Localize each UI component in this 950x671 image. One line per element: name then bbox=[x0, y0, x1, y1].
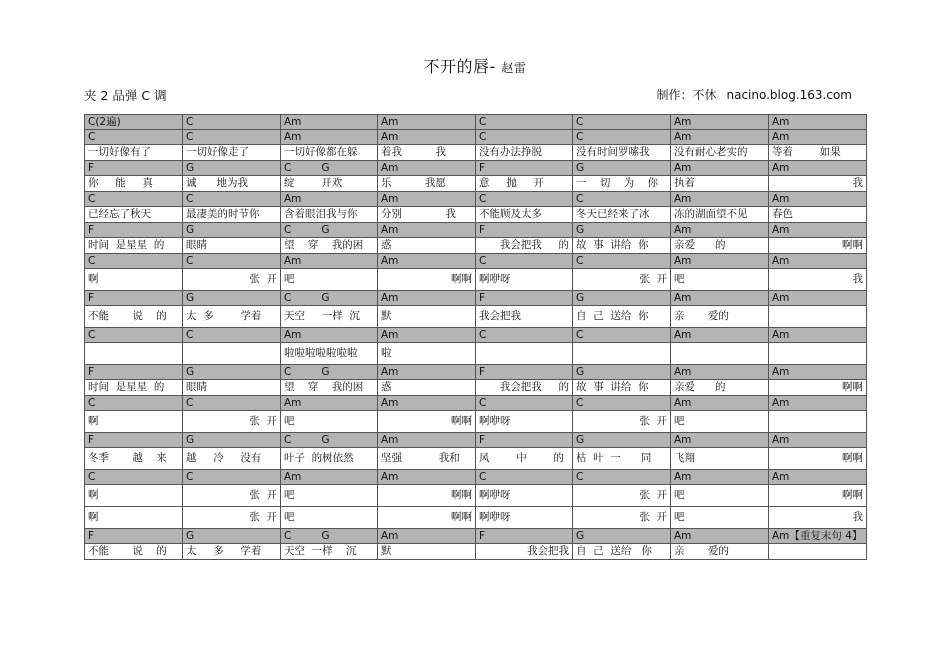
chord-cell: G bbox=[573, 433, 671, 448]
chord-cell: Am bbox=[281, 130, 378, 145]
lyric-cell: 眼睛 bbox=[183, 380, 281, 396]
lyric-cell: 望 穿 我的困 bbox=[281, 380, 378, 396]
lyric-cell: 吧 bbox=[281, 269, 378, 291]
lyric-cell: 没有耐心老实的 bbox=[671, 145, 769, 161]
chord-row bbox=[85, 192, 867, 207]
chord-cell: Am bbox=[769, 254, 867, 269]
lyric-cell: 张 开 bbox=[183, 411, 281, 433]
lyric-cell bbox=[183, 343, 281, 365]
chord-row bbox=[85, 396, 867, 411]
chord-cell: Am bbox=[769, 470, 867, 485]
lyric-cell bbox=[573, 343, 671, 365]
chord-cell: Am bbox=[378, 529, 476, 544]
lyric-cell: 着我 我 bbox=[378, 145, 476, 161]
lyric-cell: 已经忘了秋天 bbox=[85, 207, 183, 223]
lyric-cell: 不能 说 的 bbox=[85, 544, 183, 560]
lyric-cell: 眼睛 bbox=[183, 238, 281, 254]
chord-cell: Am bbox=[378, 396, 476, 411]
lyric-cell: 最凄美的时节你 bbox=[183, 207, 281, 223]
chord-row bbox=[85, 115, 867, 130]
lyric-cell: 天空 一样 沉 bbox=[281, 544, 378, 560]
lyric-cell: 啊啊 bbox=[769, 485, 867, 507]
chord-cell: C bbox=[85, 328, 183, 343]
lyric-cell: 亲 爱的 bbox=[671, 544, 769, 560]
chord-cell: Am bbox=[281, 192, 378, 207]
lyric-cell: 张 开 bbox=[573, 411, 671, 433]
lyric-cell: 春色 bbox=[769, 207, 867, 223]
lyric-cell: 你 能 真 bbox=[85, 176, 183, 192]
lyric-cell bbox=[476, 343, 573, 365]
chord-row bbox=[85, 365, 867, 380]
lyric-row bbox=[85, 176, 867, 192]
chord-cell: Am bbox=[378, 115, 476, 130]
chord-cell: Am bbox=[671, 161, 769, 176]
song-title bbox=[0, 54, 950, 77]
lyric-cell: 默 bbox=[378, 544, 476, 560]
chord-row bbox=[85, 254, 867, 269]
chord-cell: Am bbox=[281, 328, 378, 343]
chord-cell: C bbox=[85, 254, 183, 269]
lyric-cell: 自 己 送给 你 bbox=[573, 306, 671, 328]
chord-cell: F bbox=[476, 529, 573, 544]
lyric-cell bbox=[769, 306, 867, 328]
lyric-cell: 冻的湖面望不见 bbox=[671, 207, 769, 223]
lyric-cell: 诚 地为我 bbox=[183, 176, 281, 192]
chord-cell: Am bbox=[281, 115, 378, 130]
lyric-cell: 吧 bbox=[671, 411, 769, 433]
chord-cell: C bbox=[476, 470, 573, 485]
chord-cell: Am bbox=[378, 291, 476, 306]
chord-cell: C G bbox=[281, 223, 378, 238]
chord-cell: Am bbox=[378, 192, 476, 207]
chord-cell: Am bbox=[769, 365, 867, 380]
chord-row bbox=[85, 433, 867, 448]
chord-cell: C bbox=[85, 192, 183, 207]
chord-cell: C bbox=[85, 470, 183, 485]
chord-cell: Am bbox=[769, 328, 867, 343]
capo-key-info: 夹 2 品弹 C 调 bbox=[84, 88, 167, 103]
lyric-row bbox=[85, 145, 867, 161]
chord-cell: F bbox=[476, 161, 573, 176]
lyric-cell: 故 事 讲给 你 bbox=[573, 238, 671, 254]
chord-cell: C bbox=[573, 328, 671, 343]
chord-cell: C bbox=[573, 470, 671, 485]
chord-cell: C bbox=[476, 130, 573, 145]
chord-cell: C G bbox=[281, 161, 378, 176]
chord-cell: C bbox=[573, 396, 671, 411]
chord-cell: C G bbox=[281, 433, 378, 448]
chord-cell: G bbox=[183, 433, 281, 448]
chord-cell: C bbox=[183, 115, 281, 130]
lyric-cell: 乐 我愿 bbox=[378, 176, 476, 192]
chord-cell: F bbox=[85, 433, 183, 448]
chord-cell: G bbox=[573, 291, 671, 306]
chord-cell: Am bbox=[671, 433, 769, 448]
chord-cell: C G bbox=[281, 291, 378, 306]
chord-cell: Am bbox=[281, 470, 378, 485]
lyric-cell: 吧 bbox=[671, 507, 769, 529]
chord-cell: Am bbox=[769, 115, 867, 130]
chord-cell: C bbox=[476, 115, 573, 130]
lyric-row bbox=[85, 306, 867, 328]
chord-cell: C(2遍) bbox=[85, 115, 183, 130]
lyric-row bbox=[85, 448, 867, 470]
lyric-cell: 等着 如果 bbox=[769, 145, 867, 161]
lyric-cell: 张 开 bbox=[573, 507, 671, 529]
chord-cell: C G bbox=[281, 365, 378, 380]
chord-cell: F bbox=[85, 365, 183, 380]
lyric-row bbox=[85, 544, 867, 560]
chord-cell: C bbox=[183, 470, 281, 485]
lyric-cell: 张 开 bbox=[573, 485, 671, 507]
chord-sheet-body bbox=[85, 115, 867, 560]
song-name: 不开的唇- bbox=[423, 57, 496, 76]
lyric-row bbox=[85, 485, 867, 507]
lyric-cell: 枯 叶 一 同 bbox=[573, 448, 671, 470]
chord-cell: F bbox=[476, 291, 573, 306]
chord-cell: Am bbox=[671, 254, 769, 269]
chord-cell: Am bbox=[769, 291, 867, 306]
chord-cell: C bbox=[476, 328, 573, 343]
chord-sheet-table bbox=[84, 114, 867, 560]
lyric-cell: 亲 爱的 bbox=[671, 306, 769, 328]
lyric-cell: 望 穿 我的困 bbox=[281, 238, 378, 254]
chord-cell: C bbox=[573, 115, 671, 130]
lyric-cell: 吧 bbox=[671, 269, 769, 291]
chord-cell: C bbox=[85, 396, 183, 411]
lyric-cell: 啊啊 bbox=[769, 380, 867, 396]
chord-cell: Am bbox=[378, 130, 476, 145]
lyric-cell: 我 bbox=[769, 269, 867, 291]
lyric-row bbox=[85, 380, 867, 396]
chord-cell: C bbox=[476, 396, 573, 411]
lyric-cell: 分别 我 bbox=[378, 207, 476, 223]
chord-cell: Am bbox=[378, 470, 476, 485]
lyric-row bbox=[85, 269, 867, 291]
lyric-cell: 吧 bbox=[671, 485, 769, 507]
lyric-cell: 故 事 讲给 你 bbox=[573, 380, 671, 396]
chord-cell: C bbox=[573, 130, 671, 145]
lyric-cell: 张 开 bbox=[183, 507, 281, 529]
chord-cell: Am bbox=[378, 161, 476, 176]
lyric-row bbox=[85, 343, 867, 365]
chord-cell: C bbox=[183, 328, 281, 343]
lyric-cell: 惑 bbox=[378, 380, 476, 396]
lyric-cell: 亲爱 的 bbox=[671, 238, 769, 254]
chord-cell: C bbox=[573, 254, 671, 269]
chord-cell: C bbox=[476, 254, 573, 269]
lyric-cell: 啊咿呀 bbox=[476, 507, 573, 529]
lyric-cell: 我会把我 bbox=[476, 544, 573, 560]
lyric-cell: 惑 bbox=[378, 238, 476, 254]
lyric-cell: 啊啊 bbox=[378, 507, 476, 529]
chord-cell: F bbox=[85, 291, 183, 306]
chord-row bbox=[85, 130, 867, 145]
chord-cell: Am bbox=[671, 192, 769, 207]
lyric-row bbox=[85, 238, 867, 254]
chord-cell: Am bbox=[378, 433, 476, 448]
chord-cell: F bbox=[85, 223, 183, 238]
blog-link[interactable]: nacino.blog.163.com bbox=[726, 88, 852, 102]
lyric-cell: 啊啊 bbox=[378, 485, 476, 507]
chord-cell: Am bbox=[769, 396, 867, 411]
chord-cell: Am bbox=[671, 529, 769, 544]
chord-cell: F bbox=[85, 161, 183, 176]
lyric-cell: 叶子 的树依然 bbox=[281, 448, 378, 470]
chord-cell: C G bbox=[281, 529, 378, 544]
chord-cell: Am bbox=[671, 328, 769, 343]
lyric-cell: 啦啦啦啦啦啦啦 bbox=[281, 343, 378, 365]
lyric-cell: 没有时间罗嗦我 bbox=[573, 145, 671, 161]
lyric-cell: 啊咿呀 bbox=[476, 269, 573, 291]
chord-cell: C bbox=[476, 192, 573, 207]
chord-cell: G bbox=[573, 529, 671, 544]
lyric-cell: 自 己 送给 你 bbox=[573, 544, 671, 560]
chord-row bbox=[85, 223, 867, 238]
lyric-cell: 一切好像都在躲 bbox=[281, 145, 378, 161]
chord-cell: Am bbox=[671, 365, 769, 380]
lyric-cell: 啊 bbox=[85, 485, 183, 507]
chord-cell: C bbox=[573, 192, 671, 207]
lyric-cell: 太 多 学着 bbox=[183, 306, 281, 328]
lyric-row bbox=[85, 507, 867, 529]
lyric-cell: 冬季 越 来 bbox=[85, 448, 183, 470]
chord-cell: Am bbox=[281, 254, 378, 269]
lyric-row bbox=[85, 207, 867, 223]
lyric-cell: 我会把我 的 bbox=[476, 380, 573, 396]
chord-cell: Am bbox=[671, 470, 769, 485]
lyric-cell: 时间 是星星 的 bbox=[85, 380, 183, 396]
chord-cell: Am bbox=[769, 223, 867, 238]
chord-row bbox=[85, 529, 867, 544]
lyric-cell bbox=[769, 411, 867, 433]
chord-cell: G bbox=[183, 291, 281, 306]
lyric-cell: 绽 开欢 bbox=[281, 176, 378, 192]
chord-cell: G bbox=[573, 161, 671, 176]
chord-cell: Am bbox=[769, 433, 867, 448]
lyric-cell: 吧 bbox=[281, 507, 378, 529]
lyric-cell bbox=[769, 544, 867, 560]
chord-cell: Am bbox=[671, 115, 769, 130]
lyric-cell: 坚强 我和 bbox=[378, 448, 476, 470]
chord-cell: G bbox=[183, 365, 281, 380]
lyric-cell: 啊 bbox=[85, 269, 183, 291]
chord-cell: F bbox=[476, 433, 573, 448]
chord-cell: Am bbox=[671, 291, 769, 306]
lyric-cell: 含着眼泪我与你 bbox=[281, 207, 378, 223]
lyric-cell: 没有办法挣脱 bbox=[476, 145, 573, 161]
lyric-cell: 吧 bbox=[281, 485, 378, 507]
lyric-cell: 越 冷 没有 bbox=[183, 448, 281, 470]
lyric-cell: 一 切 为 你 bbox=[573, 176, 671, 192]
chord-cell: G bbox=[183, 223, 281, 238]
chord-row bbox=[85, 161, 867, 176]
chord-cell: C bbox=[183, 192, 281, 207]
chord-cell: G bbox=[573, 223, 671, 238]
lyric-cell: 执着 bbox=[671, 176, 769, 192]
lyric-cell: 风 中 的 bbox=[476, 448, 573, 470]
lyric-cell: 飞翔 bbox=[671, 448, 769, 470]
lyric-cell: 我 bbox=[769, 176, 867, 192]
chord-row bbox=[85, 328, 867, 343]
chord-cell: C bbox=[183, 254, 281, 269]
author-credit: 制作：不休 bbox=[656, 88, 717, 102]
lyric-cell: 张 开 bbox=[183, 269, 281, 291]
chord-cell: C bbox=[85, 130, 183, 145]
chord-cell: Am bbox=[671, 396, 769, 411]
chord-cell: G bbox=[573, 365, 671, 380]
lyric-cell bbox=[671, 343, 769, 365]
chord-row bbox=[85, 291, 867, 306]
lyric-cell: 亲爱 的 bbox=[671, 380, 769, 396]
lyric-cell bbox=[85, 343, 183, 365]
lyric-cell: 我会把我 bbox=[476, 306, 573, 328]
lyric-cell: 张 开 bbox=[183, 485, 281, 507]
chord-cell: F bbox=[476, 223, 573, 238]
lyric-cell: 不能顾及太多 bbox=[476, 207, 573, 223]
lyric-cell: 天空 一样 沉 bbox=[281, 306, 378, 328]
lyric-cell: 啦 bbox=[378, 343, 476, 365]
lyric-cell: 吧 bbox=[281, 411, 378, 433]
lyric-cell: 啊咿呀 bbox=[476, 485, 573, 507]
lyric-cell: 啊咿呀 bbox=[476, 411, 573, 433]
chord-cell: Am bbox=[281, 396, 378, 411]
chord-cell: C bbox=[183, 396, 281, 411]
chord-cell: F bbox=[85, 529, 183, 544]
lyric-cell: 啊 bbox=[85, 411, 183, 433]
lyric-cell: 一切好像走了 bbox=[183, 145, 281, 161]
chord-cell: Am bbox=[378, 365, 476, 380]
lyric-cell: 意 抛 开 bbox=[476, 176, 573, 192]
lyric-cell: 我会把我 的 bbox=[476, 238, 573, 254]
chord-cell: F bbox=[476, 365, 573, 380]
lyric-cell: 啊 bbox=[85, 507, 183, 529]
lyric-cell: 时间 是星星 的 bbox=[85, 238, 183, 254]
chord-cell: Am bbox=[378, 223, 476, 238]
chord-cell: Am【重复末句 4】 bbox=[769, 529, 867, 544]
lyric-cell: 我 bbox=[769, 507, 867, 529]
lyric-cell: 张 开 bbox=[573, 269, 671, 291]
lyric-cell: 一切好像有了 bbox=[85, 145, 183, 161]
chord-cell: C bbox=[183, 130, 281, 145]
lyric-cell: 太 多 学着 bbox=[183, 544, 281, 560]
lyric-cell: 冬天已经来了冰 bbox=[573, 207, 671, 223]
chord-cell: Am bbox=[769, 161, 867, 176]
lyric-cell bbox=[769, 343, 867, 365]
chord-cell: Am bbox=[769, 192, 867, 207]
chord-cell: G bbox=[183, 529, 281, 544]
lyric-cell: 啊啊 bbox=[769, 238, 867, 254]
lyric-cell: 不能 说 的 bbox=[85, 306, 183, 328]
lyric-cell: 默 bbox=[378, 306, 476, 328]
chord-row bbox=[85, 470, 867, 485]
credit-line bbox=[656, 86, 852, 103]
chord-cell: Am bbox=[378, 328, 476, 343]
chord-cell: Am bbox=[671, 130, 769, 145]
lyric-cell: 啊啊 bbox=[378, 411, 476, 433]
artist-name: 赵雷 bbox=[501, 61, 527, 75]
lyric-cell: 啊啊 bbox=[769, 448, 867, 470]
lyric-cell: 啊啊 bbox=[378, 269, 476, 291]
chord-cell: G bbox=[183, 161, 281, 176]
chord-cell: Am bbox=[378, 254, 476, 269]
chord-cell: Am bbox=[671, 223, 769, 238]
lyric-row bbox=[85, 411, 867, 433]
chord-cell: Am bbox=[769, 130, 867, 145]
